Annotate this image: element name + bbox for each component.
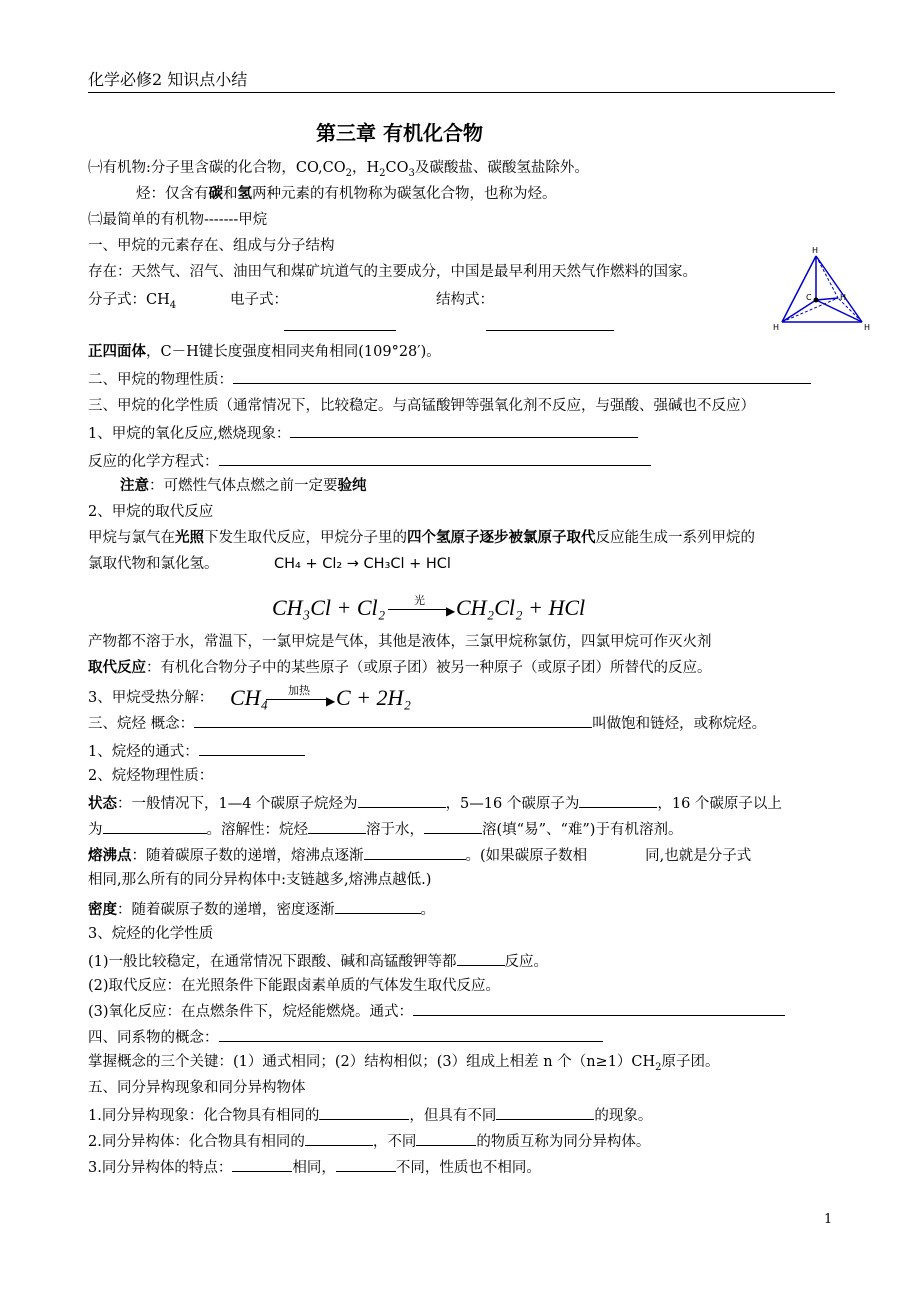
- label-c: C: [806, 293, 812, 302]
- physical-properties: 二、甲烷的物理性质：: [88, 368, 811, 390]
- solubility-water-blank[interactable]: [308, 818, 366, 834]
- substitution-definition: 取代反应：有机化合物分子中的某些原子（或原子团）被另一种原子（或原子团）所替代的反应。: [88, 659, 712, 676]
- combustion-blank[interactable]: [290, 422, 638, 438]
- isomer-blank-1[interactable]: [305, 1130, 373, 1146]
- oxidation-line: (3)氧化反应：在点燃条件下，烷烃能燃烧。通式：: [88, 1000, 785, 1022]
- simple-equation: CH₄ + Cl₂ → CH₃Cl + HCl: [274, 556, 451, 572]
- electron-formula-blank[interactable]: [284, 330, 396, 331]
- structural-formula-blank[interactable]: [486, 330, 614, 331]
- alkane-formula-blank[interactable]: [199, 740, 305, 756]
- substitution-products: 氯取代物和氯化氢。: [88, 556, 219, 572]
- state-blank-2[interactable]: [579, 792, 657, 808]
- features-blank-1[interactable]: [232, 1156, 292, 1172]
- edge-1: [782, 256, 816, 322]
- isomer-heading: 五、同分异构现象和同分异构物体: [88, 1080, 306, 1096]
- heading-structure: 一、甲烷的元素存在、组成与分子结构: [88, 238, 335, 254]
- state-blank-1[interactable]: [358, 792, 446, 808]
- density-blank[interactable]: [335, 898, 421, 914]
- isomerism-blank-2[interactable]: [496, 1104, 594, 1120]
- isomer-features: 3.同分异构体的特点： 相同， 不同，性质也不相同。: [88, 1156, 541, 1178]
- alkane-chemical-heading: 3、烷烃的化学性质: [88, 926, 214, 942]
- solubility-line: 为 。溶解性：烷烃 溶于水， 溶(填“易”、“难”)于有机溶剂。: [88, 818, 682, 840]
- melting-point-blank[interactable]: [364, 844, 466, 860]
- big-equation-left: CH₃Cl + Cl₂: [272, 595, 386, 620]
- big-equation-condition: 光: [414, 594, 425, 607]
- tetrahedron-line: 正四面体，C－H键长度强度相同夹角相同(109°28′)。: [88, 343, 441, 360]
- physical-properties-blank[interactable]: [233, 368, 811, 384]
- label-h-bottomright: H: [864, 323, 871, 332]
- substitution-line: (2)取代反应：在光照条件下能跟卤素单质的气体发生取代反应。: [88, 978, 501, 994]
- chemical-properties: 三、甲烷的化学性质（通常情况下，比较稳定。与高锰酸钾等强氧化剂不反应，与强酸、强碱也不反应）: [88, 398, 755, 414]
- homolog-concept: 四、同系物的概念：: [88, 1026, 603, 1048]
- alkane-concept: 三、烷烃 概念： 叫做饱和链烃，或称烷烃。: [88, 712, 766, 734]
- oxidation-reaction: 1、甲烷的氧化反应,燃烧现象：: [88, 422, 638, 444]
- state-line: 状态：一般情况下，1—4 个碳原子烷烃为 ，5—16 个碳原子为 ，16 个碳原子以上: [88, 792, 782, 814]
- section-methane: ㈡最简单的有机物-------甲烷: [88, 212, 268, 228]
- decomposition-condition: 加热: [288, 684, 310, 697]
- carbon-atom: [814, 298, 819, 303]
- features-blank-2[interactable]: [336, 1156, 396, 1172]
- equation-blank[interactable]: [219, 450, 651, 466]
- header-rule: [88, 92, 835, 93]
- label-h-top: H: [812, 246, 819, 255]
- substitution-description: 甲烷与氯气在光照下发生取代反应，甲烷分子里的四个氢原子逐步被氯原子取代反应能生成一系列甲烷的: [88, 529, 755, 546]
- key-points: 掌握概念的三个关键：(1）通式相同；(2）结构相似；(3）组成上相差 n 个$(n\ge 1)CH_2$原子团。: [88, 1054, 720, 1073]
- alkane-physical-heading: 2、烷烃物理性质：: [88, 768, 214, 784]
- melting-point-line: 熔沸点：随着碳原子数的递增，熔沸点逐渐 。(如果碳原子数相 同,也就是分子式: [88, 844, 751, 866]
- isomer-blank-2[interactable]: [416, 1130, 476, 1146]
- homolog-blank[interactable]: [219, 1026, 603, 1042]
- header-title: 化学必修2 知识点小结: [88, 70, 248, 89]
- note-line: 注意：可燃性气体点燃之前一定要验纯: [120, 477, 367, 494]
- state-blank-3[interactable]: [103, 818, 207, 834]
- decomposition-label: 3、甲烷受热分解：: [88, 690, 214, 706]
- label-h-right: H: [840, 293, 847, 302]
- page-number: 1: [824, 1212, 833, 1227]
- big-equation-arrow: 光 ▶: [388, 594, 456, 622]
- isomer-note: 相同,那么所有的同分异构体中:支链越多,熔沸点越低.): [88, 872, 432, 888]
- stability-blank[interactable]: [457, 950, 505, 966]
- electron-formula-label: 电子式：: [230, 292, 288, 308]
- stability-line: (1)一般比较稳定，在通常情况下跟酸、碱和高锰酸钾等都 反应。: [88, 950, 548, 972]
- substitution-heading: 2、甲烷的取代反应: [88, 504, 214, 520]
- edge-2: [816, 256, 862, 322]
- label-h-bottomleft: H: [773, 323, 780, 332]
- decomposition-right: C + 2H₂: [336, 685, 412, 710]
- solubility-organic-blank[interactable]: [424, 818, 482, 834]
- density-line: 密度：随着碳原子数的递增，密度逐渐 。: [88, 898, 435, 920]
- formula-line: 分子式：$CH_4$: [88, 292, 177, 311]
- decomposition-arrow: 加热 ▶: [266, 684, 336, 712]
- products-properties: 产物都不溶于水，常温下，一氯甲烷是气体，其他是液体，三氯甲烷称氯仿，四氯甲烷可作灭火剂: [88, 634, 712, 650]
- isomerism-line: 1.同分异构现象：化合物具有相同的 ，但具有不同 的现象。: [88, 1104, 652, 1126]
- alkane-formula: 1、烷烃的通式：: [88, 740, 305, 762]
- chemical-equation: 反应的化学方程式：: [88, 450, 651, 472]
- isomerism-blank-1[interactable]: [319, 1104, 409, 1120]
- isomer-line: 2.同分异构体：化合物具有相同的 ，不同 的物质互称为同分异构体。: [88, 1130, 650, 1152]
- methane-existence: 存在：天然气、沼气、油田气和煤矿坑道气的主要成分，中国是最早利用天然气作燃料的国家。: [88, 264, 697, 280]
- hydrocarbon-definition: 烃：仅含有碳和氢两种元素的有机物称为碳氢化合物，也称为烃。: [136, 185, 557, 202]
- organic-definition: ㈠有机物:分子里含碳的化合物，$CO,CO_2$，$H_2CO_3$及碳酸盐、碳酸氢盐除外。: [88, 160, 589, 179]
- big-equation-right: CH₂Cl₂ + HCl: [456, 595, 586, 620]
- decomposition-left: CH₄: [230, 685, 269, 710]
- chapter-title: 第三章 有机化合物: [316, 121, 483, 145]
- structural-formula-label: 结构式：: [436, 292, 494, 308]
- alkane-concept-blank[interactable]: [194, 712, 592, 728]
- methane-tetrahedron-diagram: [770, 242, 880, 342]
- edge-4: [816, 256, 838, 298]
- oxidation-formula-blank[interactable]: [413, 1000, 785, 1016]
